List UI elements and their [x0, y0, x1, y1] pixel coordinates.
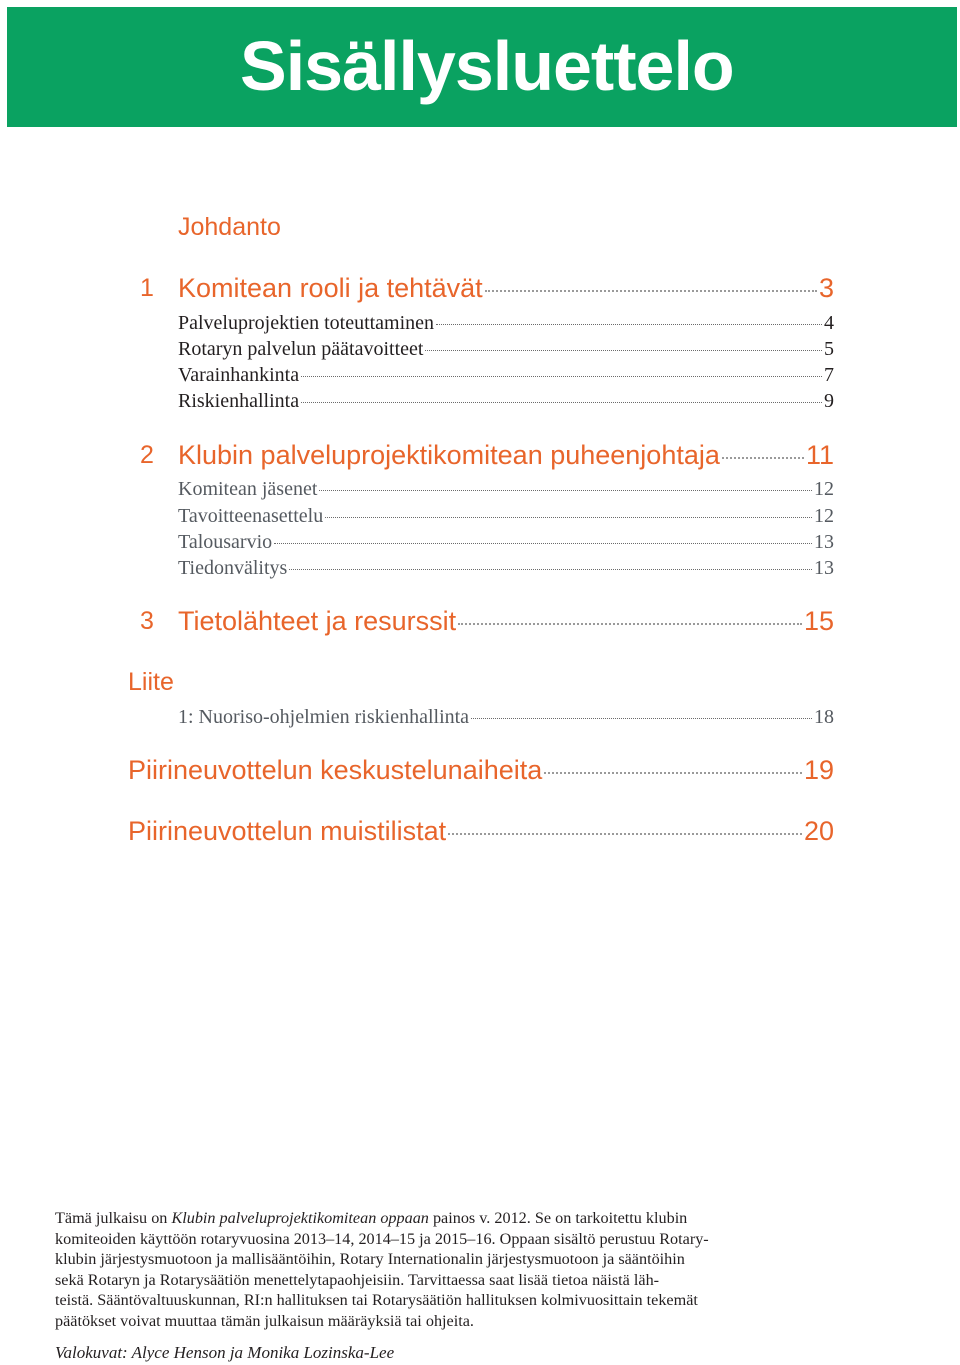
- toc-item-label: Rotaryn palvelun päätavoitteet: [178, 338, 424, 360]
- toc-section-2[interactable]: [178, 438, 834, 472]
- toc-item[interactable]: [178, 529, 834, 555]
- toc-appendix-item[interactable]: [178, 704, 834, 730]
- footer-line: sekä Rotaryn ja Rotarysäätiön menettelytapaohjeisiin. Tarvittaessa saat lisää tietoa näistä läh-: [55, 1270, 660, 1289]
- toc-discussion-topics[interactable]: [128, 753, 834, 787]
- section-3-title: Tietolähteet ja resurssit: [178, 606, 457, 636]
- dot-leader: [722, 457, 804, 459]
- toc-item-page: 9: [824, 390, 834, 412]
- dot-leader: [448, 833, 802, 835]
- photo-credit: Valokuvat: Alyce Henson ja Monika Lozinska-Lee: [55, 1343, 395, 1362]
- toc-extra-label: Piirineuvottelun muistilistat: [128, 816, 447, 846]
- section-1-page: 3: [818, 273, 834, 303]
- footer-text: painos v. 2012. Se on tarkoitettu klubin: [428, 1209, 688, 1227]
- toc-johdanto[interactable]: [178, 211, 281, 243]
- section-2-title: Klubin palveluprojektikomitean puheenjohtaja: [178, 440, 720, 470]
- page-title: Sisällysluettelo: [240, 27, 734, 105]
- dot-leader: [289, 569, 812, 570]
- dot-leader: [471, 718, 812, 719]
- toc-appendix-heading: [128, 666, 174, 698]
- dot-leader: [485, 290, 817, 292]
- toc-item-label: Palveluprojektien toteuttaminen: [178, 312, 435, 334]
- section-2-page: 11: [805, 440, 834, 470]
- dot-leader: [458, 623, 802, 625]
- footer-line: teistä. Sääntövaltuuskunnan, RI:n hallituksen tai Rotarysäätiön hallituksen kolmivuosittain tekemät: [55, 1291, 698, 1309]
- dot-leader: [544, 772, 802, 774]
- dot-leader: [301, 402, 822, 403]
- toc-item-label: Komitean jäsenet: [178, 478, 318, 500]
- toc-extra-page: 20: [803, 816, 834, 846]
- footer-line: komiteoiden käyttöön rotaryvuosina 2013–14, 2014–15 ja 2015–16. Oppaan sisältö perustuu Rotary-: [55, 1229, 709, 1248]
- toc-item-page: 4: [824, 312, 834, 334]
- section-3-page: 15: [803, 606, 834, 636]
- footer-guide-title: Klubin palveluprojektikomitean oppaan: [171, 1209, 429, 1227]
- toc-johdanto-label: Johdanto: [178, 213, 281, 241]
- dot-leader: [301, 376, 822, 377]
- toc-item-label: Varainhankinta: [178, 364, 300, 386]
- toc-item[interactable]: [178, 388, 834, 414]
- toc-extra-label: Piirineuvottelun keskustelunaiheita: [128, 755, 543, 785]
- toc-item-page: 13: [814, 531, 834, 553]
- toc-item[interactable]: [178, 362, 834, 388]
- section-1-title: Komitean rooli ja tehtävät: [178, 273, 483, 303]
- footer-line: [55, 1208, 905, 1229]
- toc-item-page: 12: [814, 478, 834, 500]
- toc-item-label: Riskienhallinta: [178, 390, 300, 412]
- toc-item-label: Tavoitteenasettelu: [178, 505, 324, 527]
- toc-item[interactable]: [178, 336, 834, 362]
- toc-section-3[interactable]: [178, 604, 834, 638]
- toc-item[interactable]: [178, 476, 834, 502]
- dot-leader: [274, 543, 812, 544]
- footer-line: klubin järjestysmuotoon ja mallisääntöihin, Rotary Internationalin järjestysmuotoon ja sääntöihin: [55, 1250, 685, 1268]
- footer-text: Tämä julkaisu on: [55, 1209, 172, 1227]
- title-banner: [7, 7, 957, 127]
- toc-checklists[interactable]: [128, 814, 834, 848]
- appendix-heading: Liite: [128, 668, 174, 696]
- toc-extra-page: 19: [803, 755, 834, 785]
- dot-leader: [325, 517, 812, 518]
- toc-item-label: Tiedonvälitys: [178, 557, 288, 579]
- toc-item-page: 12: [814, 505, 834, 527]
- publication-note: [55, 1208, 905, 1331]
- toc-item-page: 13: [814, 557, 834, 579]
- toc-item-page: 7: [824, 364, 834, 386]
- dot-leader: [319, 490, 812, 491]
- toc-item[interactable]: [178, 310, 834, 336]
- toc-item[interactable]: [178, 555, 834, 581]
- toc-item[interactable]: [178, 503, 834, 529]
- section-2-number: 2: [140, 441, 154, 469]
- section-1-number: 1: [140, 274, 154, 302]
- dot-leader: [425, 350, 822, 351]
- toc-section-1[interactable]: [178, 271, 834, 305]
- dot-leader: [436, 324, 822, 325]
- section-3-number: 3: [140, 607, 154, 635]
- toc-item-label: 1: Nuoriso-ohjelmien riskienhallinta: [178, 706, 470, 728]
- footer-line: päätökset voivat muuttaa tämän julkaisun määräyksiä tai ohjeita.: [55, 1311, 474, 1330]
- toc-item-label: Talousarvio: [178, 531, 273, 553]
- toc-item-page: 18: [814, 706, 834, 728]
- toc-item-page: 5: [824, 338, 834, 360]
